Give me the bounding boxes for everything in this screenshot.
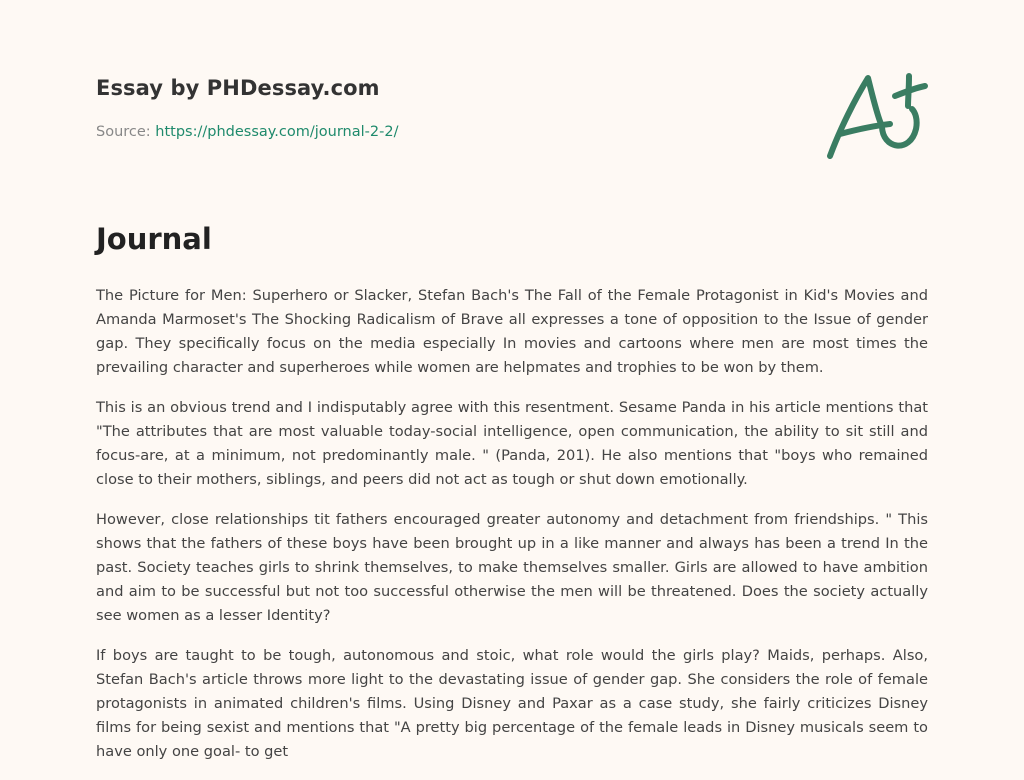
paragraph: If boys are taught to be tough, autonomous and stoic, what role would the girls play? Maids, perhaps. Also, Stefan Bach's article throws more light to the devastating issue of gender gap. She considers the role of female protagonists in animated children's films. Using Disney and Paxar as a case study, she fairly criticizes Disney films for being sexist and mentions that "A pretty big percentage of the female leads in Disney musicals seem to have only one goal- to get bbox=[96, 647, 928, 760]
site-title: Essay by PHDessay.com bbox=[96, 76, 380, 100]
source-line bbox=[96, 124, 398, 140]
paragraph: This is an obvious trend and I indisputably agree with this resentment. Sesame Panda in his article mentions that "The attributes that are most valuable today-social intelligence, open communication, the ability to sit still and focus-are, at a minimum, not predominantly male. " (Panda, 201). He also mentions that "boys who remained close to their mothers, siblings, and peers did not act as tough or shut down emotionally. bbox=[96, 399, 928, 488]
paragraph: The Picture for Men: Superhero or Slacker, Stefan Bach's The Fall of the Female Protagonist in Kid's Movies and Amanda Marmoset's The Shocking Radicalism of Brave all expresses a tone of opposition to the Issue of gender gap. They specifically focus on the media especially In movies and cartoons where men are most times the prevailing character and superheroes while women are helpmates and trophies to be won by them. bbox=[96, 287, 928, 376]
source-label: Source: bbox=[96, 124, 151, 140]
paragraph: However, close relationships tit fathers encouraged greater autonomy and detachment from friendships. " This shows that the fathers of these boys have been brought up in a like manner and always has been a trend In the past. Society teaches girls to shrink themselves, to make themselves smaller. Girls are allowed to have ambition and aim to be successful but not too successful otherwise the men will be threatened. Does the society actually see women as a lesser Identity? bbox=[96, 511, 928, 624]
a-plus-logo-icon bbox=[820, 64, 930, 164]
article-body bbox=[96, 284, 928, 780]
header bbox=[96, 76, 380, 100]
article-title: Journal bbox=[96, 222, 212, 256]
source-link[interactable]: https://phdessay.com/journal-2-2/ bbox=[155, 124, 399, 140]
